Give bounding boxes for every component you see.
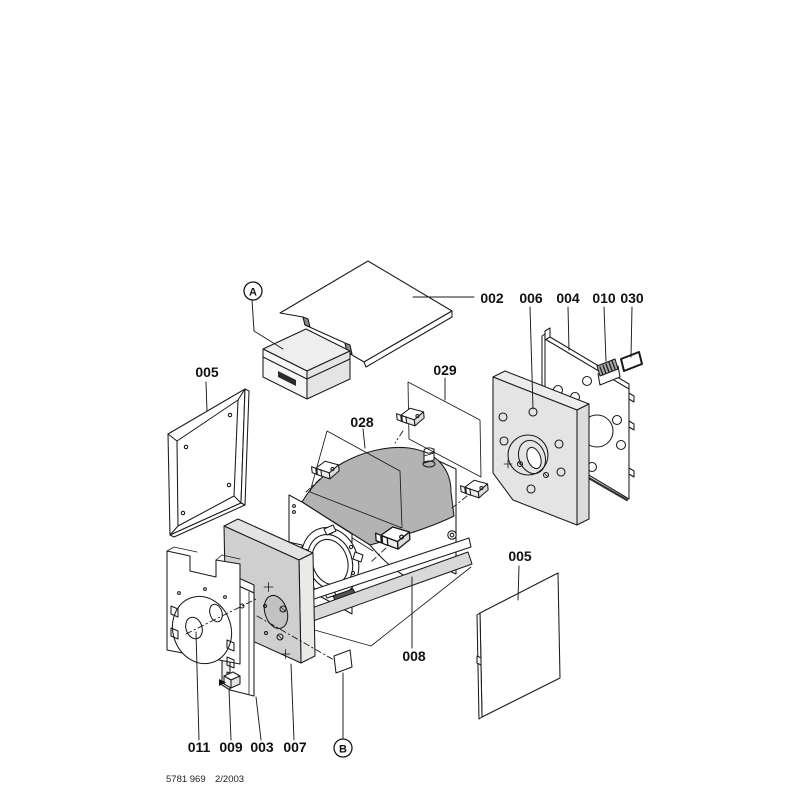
part-label-011: 011 — [187, 739, 211, 755]
callout-b-letter: B — [339, 743, 347, 756]
footer-edition: 2/2003 — [215, 774, 245, 785]
part-label-003: 003 — [250, 739, 274, 755]
part-label-004: 004 — [556, 290, 580, 306]
part-label-008: 008 — [402, 648, 426, 664]
part-label-030: 030 — [620, 290, 644, 306]
part-label-006: 006 — [519, 290, 543, 306]
part-label-028: 028 — [350, 414, 374, 430]
part-label-005-right: 005 — [508, 548, 532, 564]
part-label-005-left: 005 — [195, 364, 219, 380]
callout-a-letter: A — [249, 286, 257, 299]
part-label-002: 002 — [480, 290, 504, 306]
part-label-009: 009 — [219, 739, 243, 755]
footer-doc-number: 5781 969 — [166, 774, 206, 785]
part-label-029: 029 — [433, 362, 457, 378]
part-label-010: 010 — [592, 290, 616, 306]
footer — [166, 774, 244, 785]
part-label-007: 007 — [283, 739, 307, 755]
